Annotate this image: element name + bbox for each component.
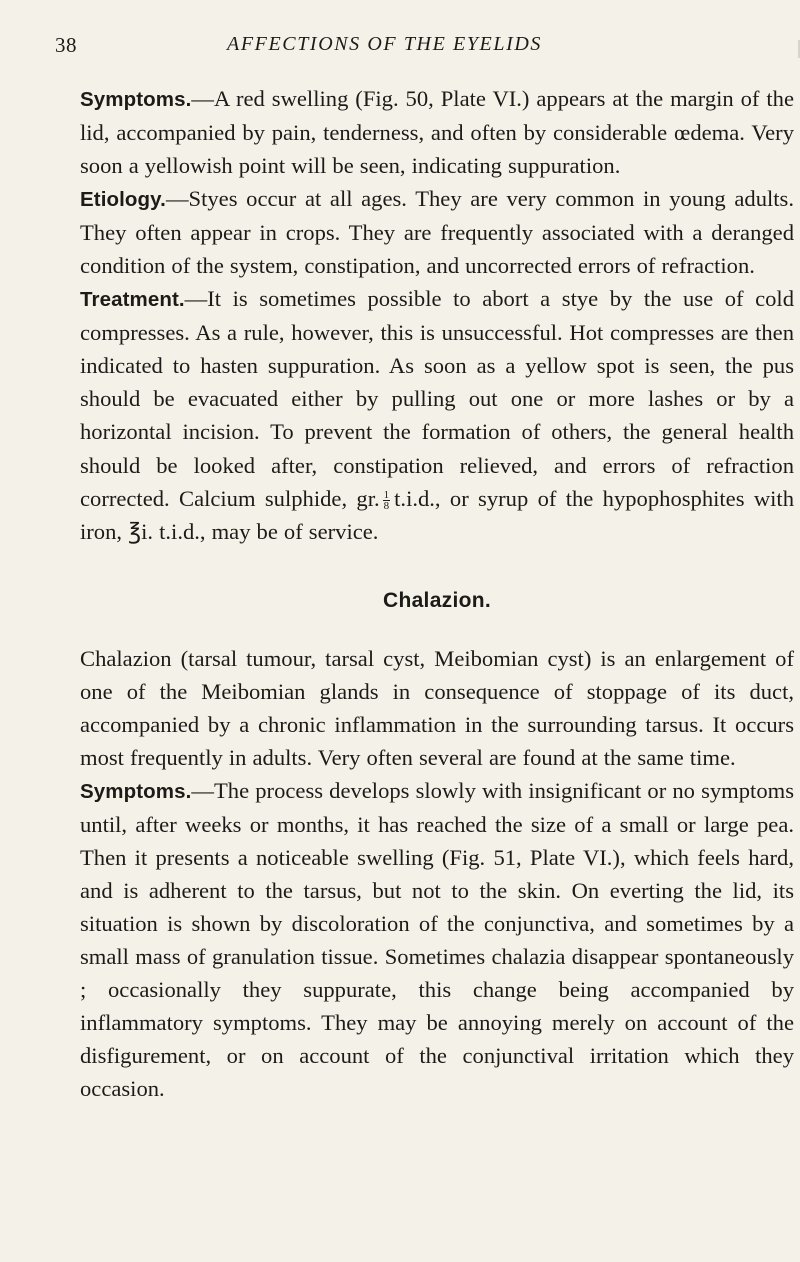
etiology-label: Etiology. [80,188,166,212]
treatment-label: Treatment. [80,288,185,312]
page-number: 38 [55,33,77,57]
chalazion-symptoms-label: Symptoms. [80,779,192,803]
dose-fraction [383,490,391,511]
section-heading-chalazion: Chalazion. [382,588,491,612]
stye-symptoms-paragraph [80,82,794,182]
chalazion-intro-paragraph [80,642,794,774]
stye-treatment-paragraph [80,282,794,547]
symptoms-label: Symptoms. [80,88,192,111]
fraction-denominator: 8 [383,499,390,512]
stye-etiology-paragraph [80,182,794,282]
chalazion-symptoms-text: —The process develops slowly with insignificant or no symptoms until, after weeks or months, it has reached the size of a small or large pea. Then it presents a noticeable swelling (Fig. 51, Plate VI.), which feels hard, and is adherent to the tarsus, but not to the skin. On everting the lid, its situation is shown by discoloration of the conjunctiva, and sometimes by a small mass of granulation tissue. Sometimes chalazia disappear spontaneously ; occasionally they suppurate, this change being accompanied by inflammatory symptoms. They may be annoying merely on account of the disfigurement, or on account of the conjunctival irritation which they occasion. [80,777,794,1102]
fraction-numerator: 1 [383,488,390,501]
running-title: AFFECTIONS OF THE EYELIDS [227,33,542,55]
treatment-text: —It is sometimes possible to abort a stye by the use of cold compresses. As a rule, however, this is unsuccessful. Hot compresses are then indicated to hasten suppuration. As soon as a yellow spot is seen, the pus should be evacuated either by pulling out one or more lashes or by a horizontal incision. To prevent the formation of others, the general health should be looked after, constipation relieved, and errors of refraction corrected. Calcium sulphide, gr. [80,286,794,511]
running-head [55,33,765,59]
body-text [80,82,794,1105]
chalazion-intro-text: Chalazion (tarsal tumour, tarsal cyst, Meibomian cyst) is an enlargement of one of the Meibomian glands in consequence of stoppage of its duct, accompanied by a chronic inflammation in the surrounding tarsus. It occurs most frequently in adults. Very often several are found at the same time. [80,645,794,770]
chalazion-symptoms-paragraph [80,774,794,1105]
etiology-text: —Styes occur at all ages. They are very common in young adults. They often appear in crops. They are frequently associated with a deranged condition of the system, constipation, and uncorrected errors of refraction. [80,186,794,279]
symptoms-text: —A red swelling (Fig. 50, Plate VI.) appears at the margin of the lid, accompanied by pain, tenderness, and often by considerable œdema. Very soon a yellowish point will be seen, indicating suppuration. [80,86,794,179]
treatment-text-continued: t.i.d., or syrup of the hypophosphites with iron, ℥i. t.i.d., may be of service. [80,485,794,544]
